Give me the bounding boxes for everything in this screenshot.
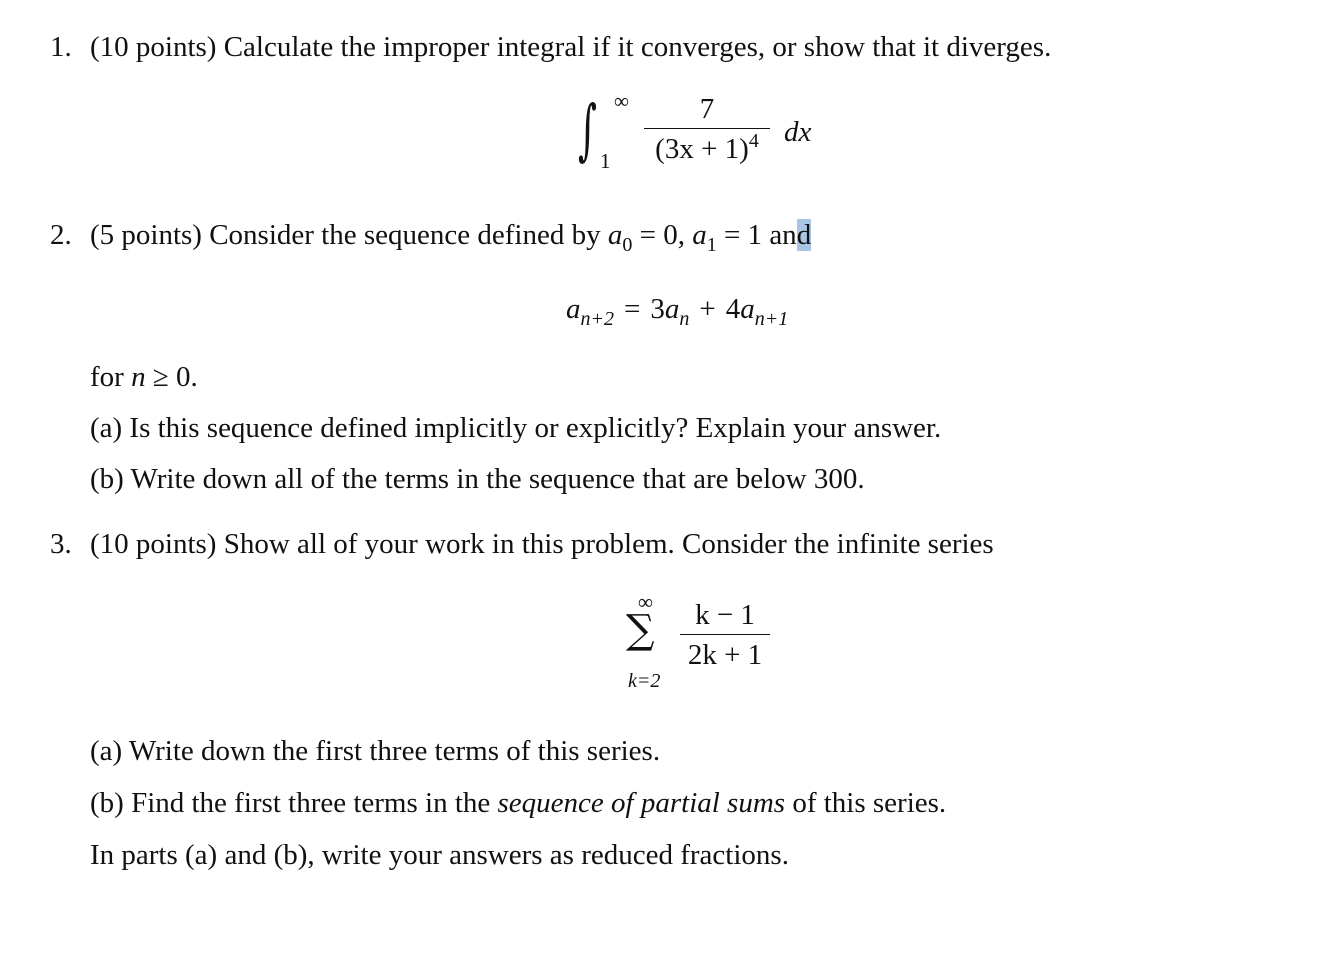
- problem-2-text: (5 points) Consider the sequence defined by: [90, 219, 601, 251]
- series-fraction: [680, 598, 770, 672]
- problem-2-statement: [50, 218, 811, 255]
- partial-sums-emphasis: sequence of partial sums: [497, 787, 786, 819]
- fraction-bar: [644, 128, 770, 129]
- denominator-exponent: 4: [748, 130, 759, 152]
- a0-sub: 0: [622, 234, 633, 256]
- sum-upper-limit: ∞: [638, 590, 653, 614]
- series-numerator: k − 1: [695, 599, 755, 631]
- integral-differential: dx: [784, 116, 812, 148]
- fraction-bar: [680, 634, 770, 635]
- sum-lower-limit: k=2: [628, 670, 661, 692]
- recurrence-relation: $a_{n+2} = 3a_n + 4a_{n+1}$: [566, 293, 789, 330]
- integral-sign: ∫: [578, 91, 597, 168]
- a0-value: = 0,: [639, 219, 685, 251]
- summation-sign: ∑: [626, 607, 655, 653]
- text-cursor-highlight: d: [796, 219, 812, 251]
- series-denominator: 2k + 1: [687, 639, 763, 671]
- problem-3-number: 3.: [50, 528, 72, 560]
- a1-value: = 1: [723, 219, 763, 251]
- problem-1-statement: [50, 30, 1051, 64]
- a1-sub: 1: [706, 234, 717, 256]
- problem-3-text: (10 points) Show all of your work in this problem. Consider the infinite series: [90, 528, 994, 560]
- and-word: and: [769, 219, 812, 251]
- problem-2-part-a: (a) Is this sequence defined implicitly or explicitly? Explain your answer.: [90, 412, 942, 444]
- integral-expression: [578, 88, 838, 188]
- integrand-fraction: [644, 92, 770, 169]
- a0-var: a: [607, 219, 623, 251]
- problem-3-statement: [50, 527, 994, 561]
- integrand-denominator: [655, 132, 759, 169]
- problem-3-note: In parts (a) and (b), write your answers as reduced fractions.: [90, 839, 789, 871]
- problem-2-number: 2.: [50, 219, 72, 251]
- problem-2-part-b: (b) Write down all of the terms in the sequence that are below 300.: [90, 463, 865, 495]
- integral-lower-limit: 1: [600, 149, 611, 173]
- integral-upper-limit: ∞: [614, 89, 629, 113]
- problem-3-part-a: (a) Write down the first three terms of this series.: [90, 735, 661, 767]
- integrand-numerator: 7: [699, 93, 715, 125]
- problem-1-text: (10 points) Calculate the improper integral if it converges, or show that it diverges.: [90, 31, 1052, 63]
- series-expression: [618, 592, 798, 702]
- for-condition: for n ≥ 0.: [90, 361, 198, 393]
- denominator-base: (3x + 1): [655, 133, 749, 165]
- a1-var: a: [692, 219, 707, 251]
- problem-3-part-b: (b) Find the first three terms in the sequence of partial sums of this series.: [90, 787, 947, 819]
- problem-1-number: 1.: [50, 31, 72, 63]
